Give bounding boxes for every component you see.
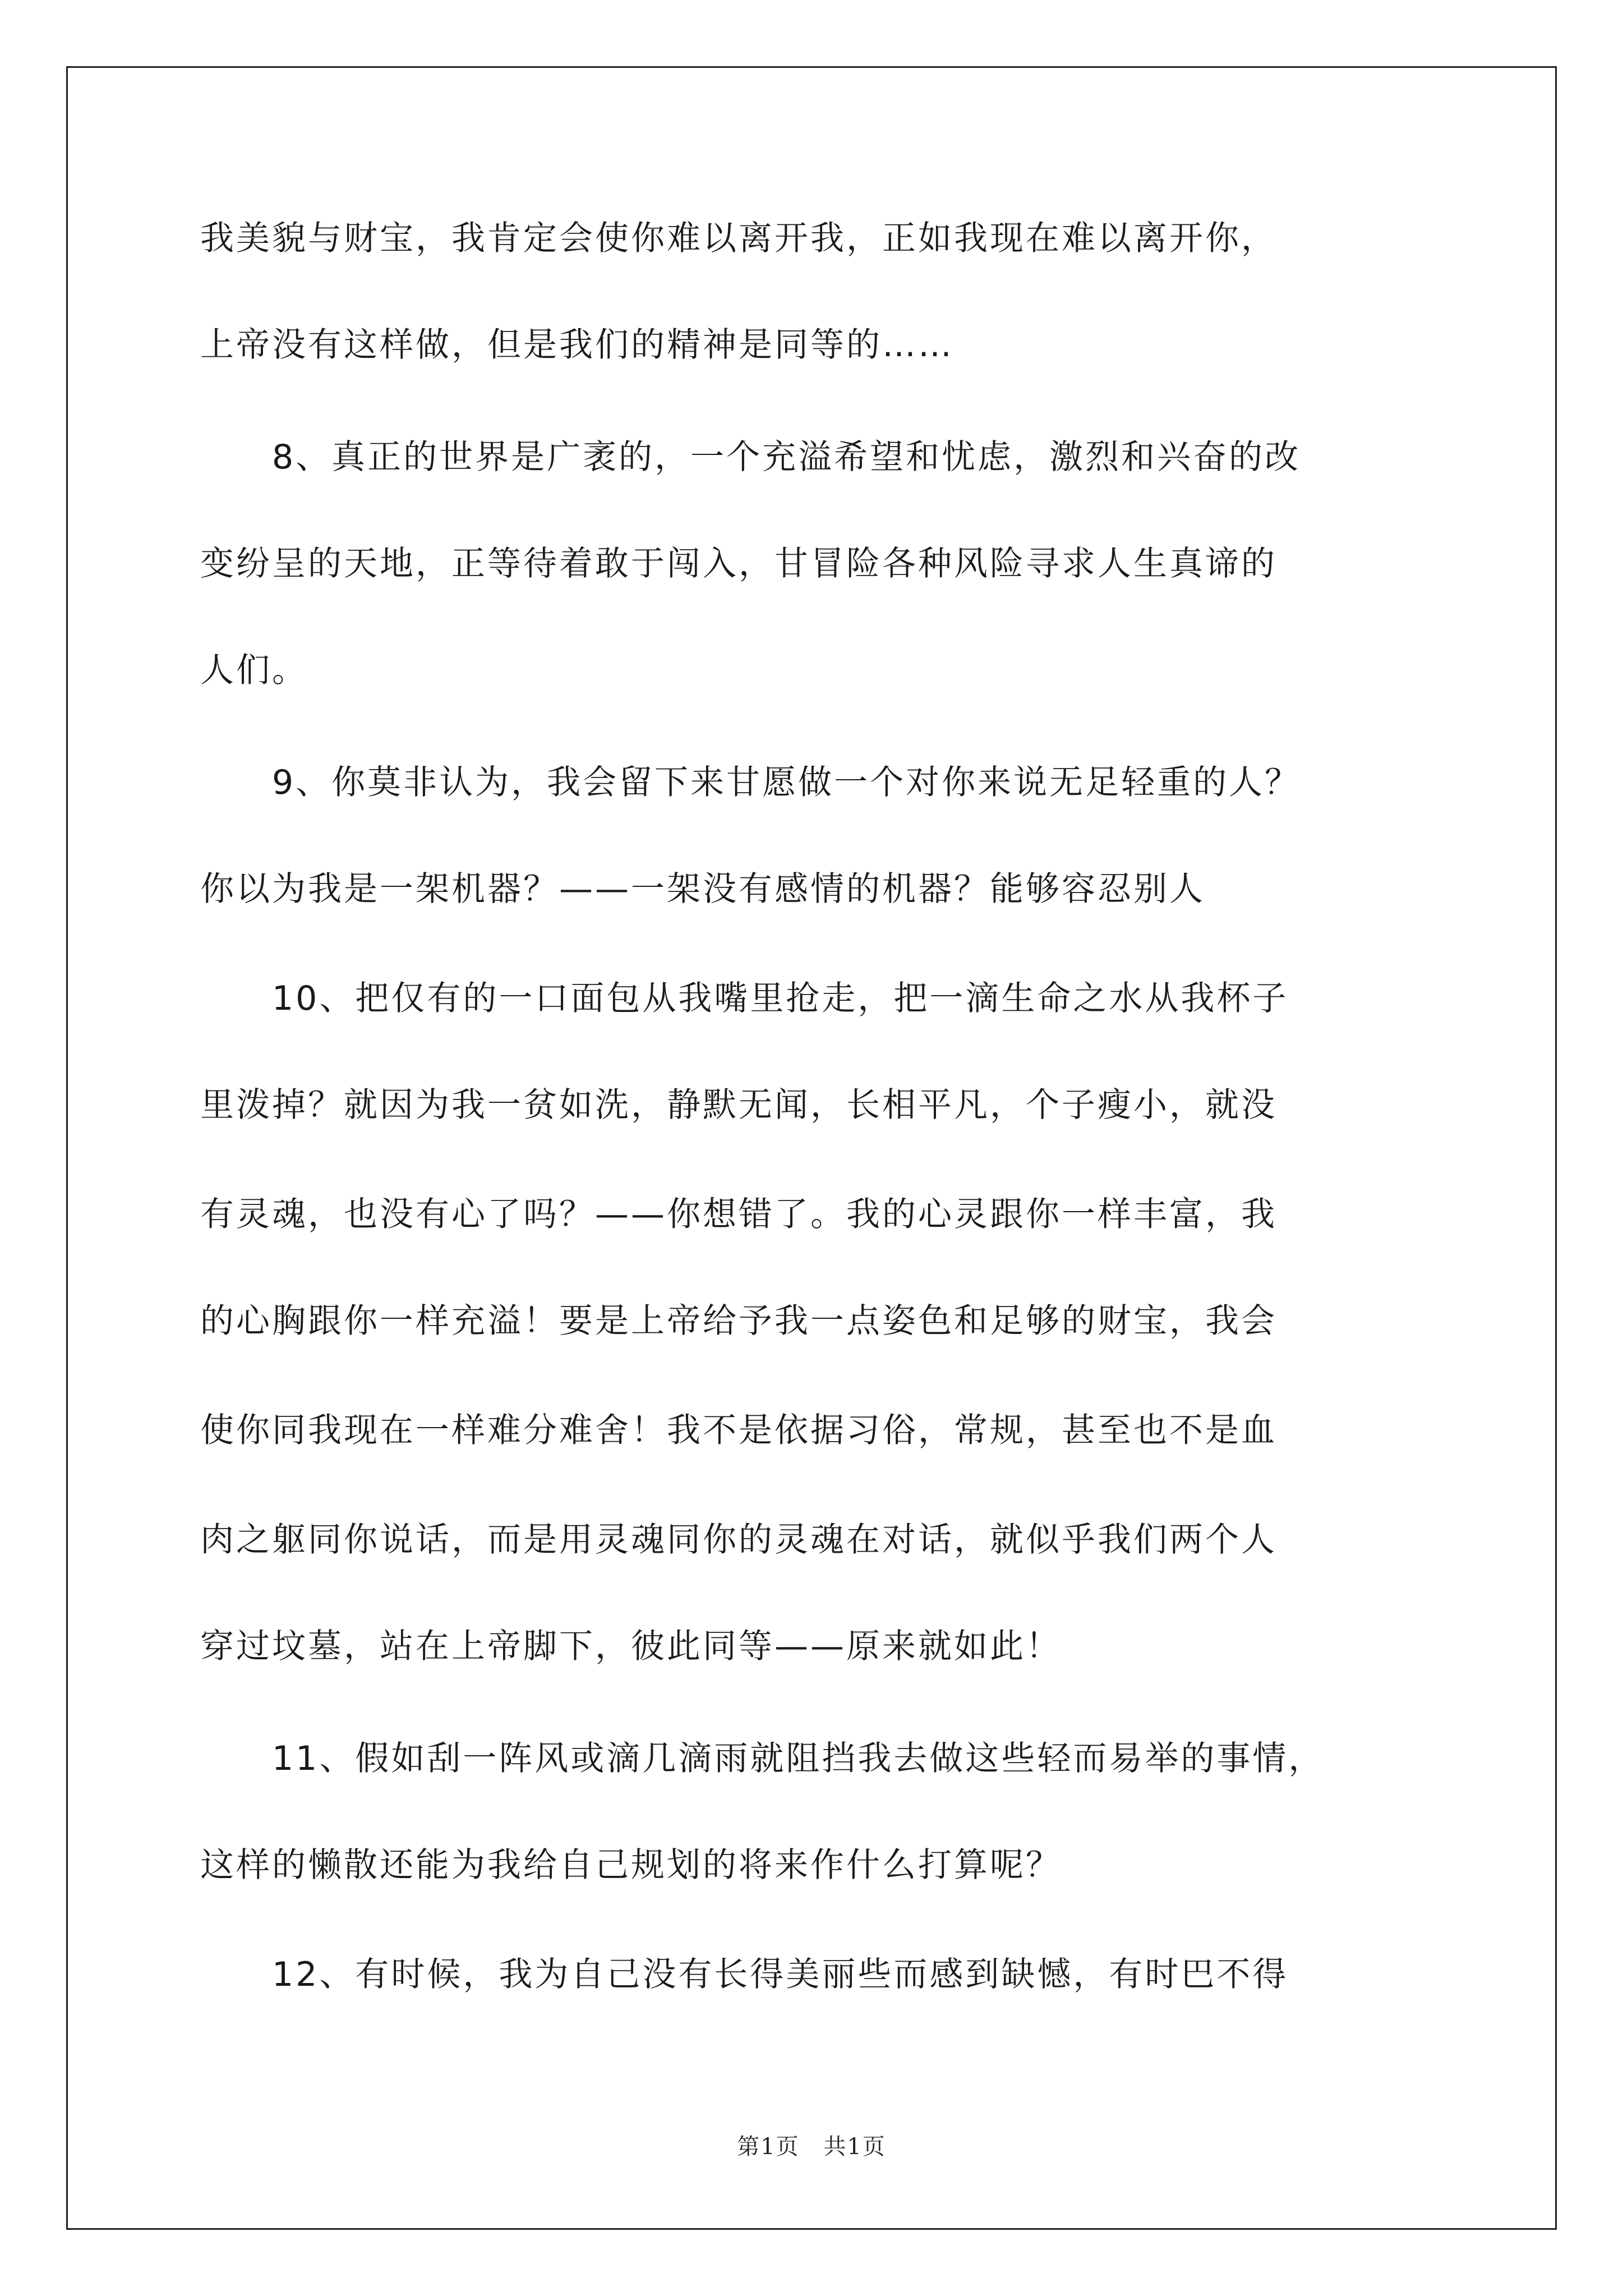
text-line: 11、假如刮一阵风或滴几滴雨就阻挡我去做这些轻而易举的事情，: [200, 1739, 1325, 1778]
text-line: 肉之躯同你说话，而是用灵魂同你的灵魂在对话，就似乎我们两个人: [200, 1520, 1277, 1559]
text-line: 8、真正的世界是广袤的，一个充溢希望和忧虑，激烈和兴奋的改: [200, 438, 1301, 477]
text-line: 穿过坟墓，站在上帝脚下，彼此同等——原来就如此！: [200, 1627, 1062, 1666]
text-line: 你以为我是一架机器？——一架没有感情的机器？能够容忍别人: [200, 869, 1205, 909]
text-line: 我美貌与财宝，我肯定会使你难以离开我，正如我现在难以离开你，: [200, 219, 1277, 258]
text-line: 12、有时候，我为自己没有长得美丽些而感到缺憾，有时巴不得: [200, 1955, 1289, 1994]
text-line: 人们。: [200, 651, 308, 690]
page-number: 第1页: [737, 2134, 800, 2160]
text-line: 10、把仅有的一口面包从我嘴里抢走，把一滴生命之水从我杯子: [200, 979, 1289, 1018]
text-line: 的心胸跟你一样充溢！要是上帝给予我一点姿色和足够的财宝，我会: [200, 1301, 1277, 1341]
text-line: 这样的懒散还能为我给自己规划的将来作什么打算呢？: [200, 1846, 1062, 1885]
page-footer: [0, 2129, 1623, 2161]
text-line: 有灵魂，也没有心了吗？——你想错了。我的心灵跟你一样丰富，我: [200, 1195, 1277, 1234]
text-line: 9、你莫非认为，我会留下来甘愿做一个对你来说无足轻重的人？: [200, 763, 1301, 802]
text-line: 变纷呈的天地，正等待着敢于闯入，甘冒险各种风险寻求人生真谛的: [200, 544, 1277, 583]
text-line: 上帝没有这样做，但是我们的精神是同等的……: [200, 325, 954, 365]
text-line: 使你同我现在一样难分难舍！我不是依据习俗，常规，甚至也不是血: [200, 1411, 1277, 1450]
page-border: [66, 66, 1557, 2230]
page-total: 共1页: [823, 2134, 886, 2160]
text-line: 里泼掉？就因为我一贫如洗，静默无闻，长相平凡，个子瘦小，就没: [200, 1085, 1277, 1125]
